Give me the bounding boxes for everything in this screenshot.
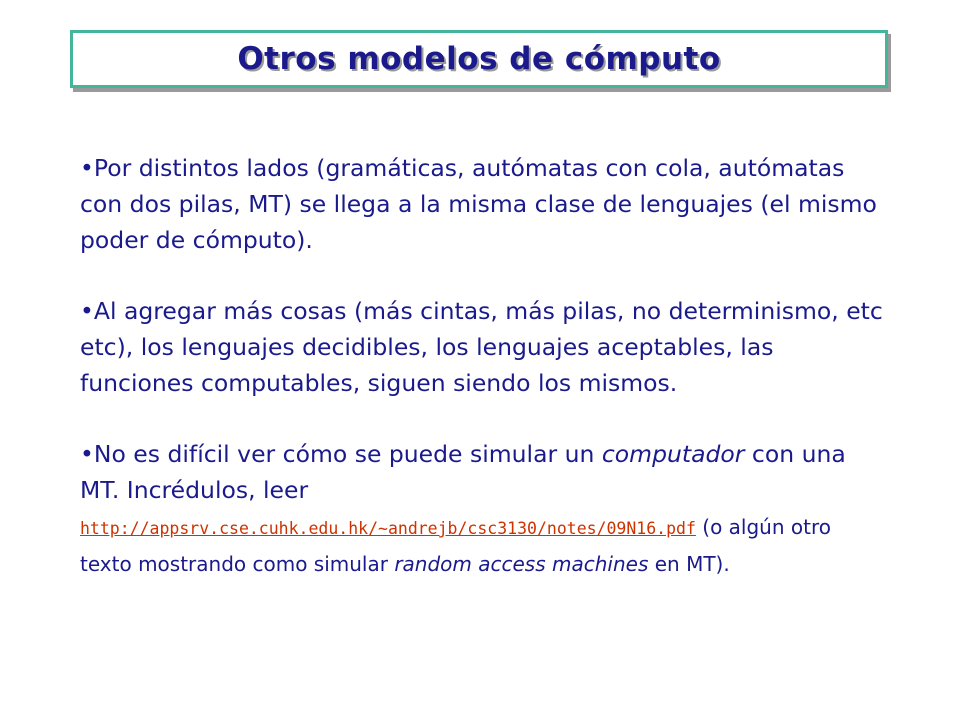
paragraph-3-part2: con una MT. Incrédulos, leer <box>80 440 846 504</box>
slide-title: Otros modelos de cómputo <box>237 41 721 77</box>
paragraph-3-part4: en MT). <box>648 552 730 576</box>
paragraph-3-part1: No es difícil ver cómo se puede simular un <box>93 440 602 468</box>
bullet-paragraph-2 <box>80 293 885 401</box>
bullet-icon: • <box>80 440 94 468</box>
paragraph-3-italic-ram: random access machines <box>394 552 649 576</box>
paragraph-3-part3: (o algún otro texto mostrando como simular <box>80 515 831 576</box>
paragraph-2-text: Al agregar más cosas (más cintas, más pilas, no determinismo, etc etc), los lenguajes decidibles, los lenguajes aceptables, las funciones computables, siguen siendo los mismos. <box>80 297 883 397</box>
paragraph-3-italic-computador: computador <box>601 440 745 468</box>
reference-link[interactable]: http://appsrv.cse.cuhk.edu.hk/~andrejb/csc3130/notes/09N16.pdf <box>80 519 696 538</box>
paragraph-1-text: Por distintos lados (gramáticas, autómatas con cola, autómatas con dos pilas, MT) se llega a la misma clase de lenguajes (el mismo poder de cómputo). <box>80 154 877 254</box>
bullet-paragraph-1 <box>80 150 885 258</box>
title-box <box>70 30 888 88</box>
bullet-icon: • <box>80 297 94 325</box>
bullet-paragraph-3 <box>80 436 885 581</box>
slide-content <box>80 150 885 581</box>
bullet-icon: • <box>80 154 94 182</box>
